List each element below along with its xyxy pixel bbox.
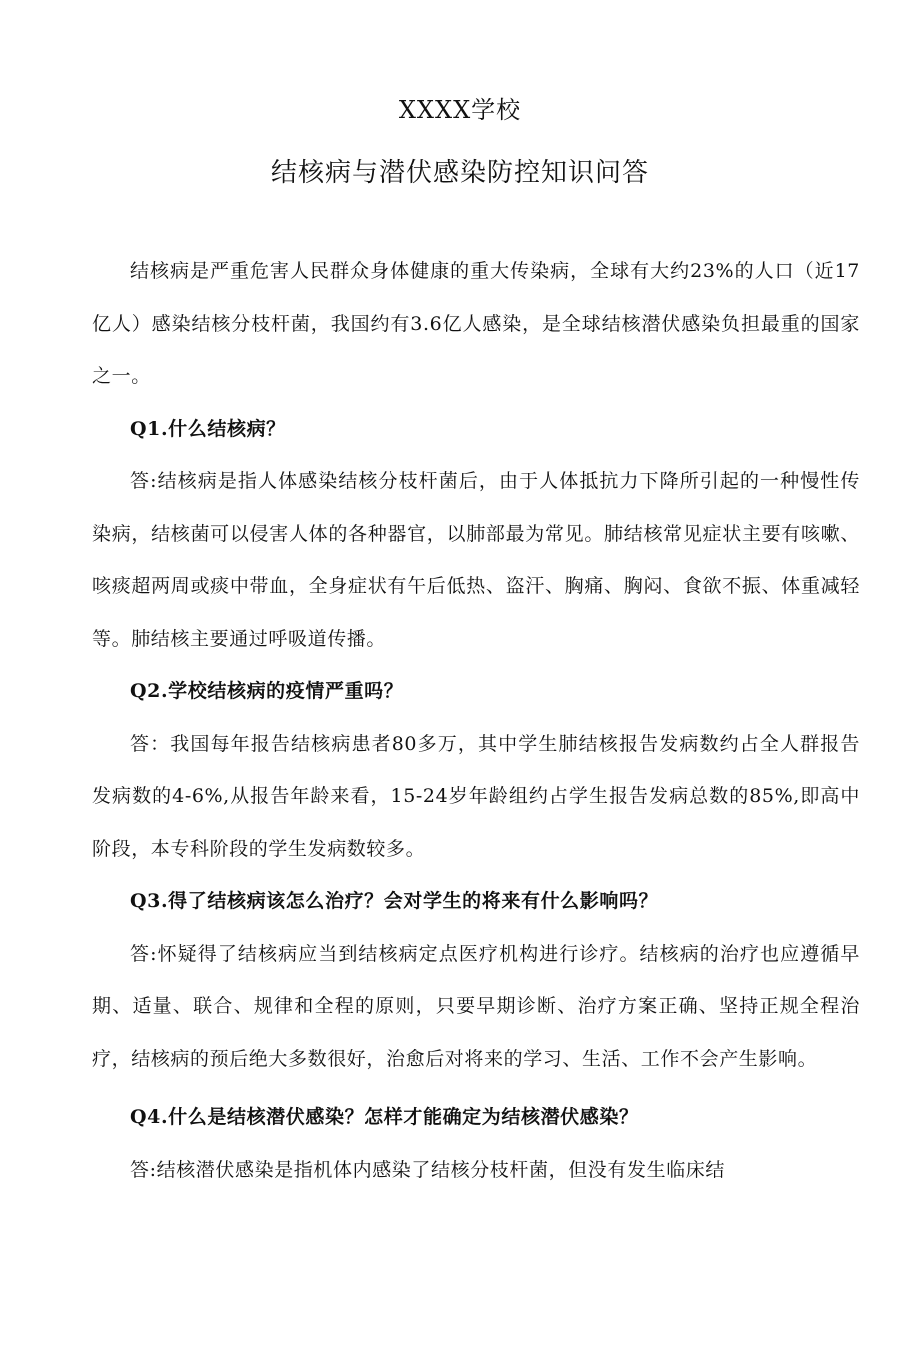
answer-1: 答:结核病是指人体感染结核分枝杆菌后，由于人体抵抗力下降所引起的一种慢性传染病，结核菌可以侵害人体的各种器官，以肺部最为常见。肺结核常见症状主要有咳嗽、咳痰超两周或痰中带血，全身症状有午后低热、盗汗、胸痛、胸闷、食欲不振、体重减轻等。肺结核主要通过呼吸道传播。 — [92, 470, 860, 650]
answer-3: 答:怀疑得了结核病应当到结核病定点医疗机构进行诊疗。结核病的治疗也应遵循早期、适量、联合、规律和全程的原则，只要早期诊断、治疗方案正确、坚持正规全程治疗，结核病的预后绝大多数很好，治愈后对将来的学习、生活、工作不会产生影响。 — [92, 942, 860, 1070]
question-3: Q3.得了结核病该怎么治疗？会对学生的将来有什么影响吗？ — [130, 890, 659, 912]
school-title: XXXX学校 — [398, 96, 522, 124]
document-title: 结核病与潜伏感染防控知识问答 — [270, 158, 649, 188]
question-1: Q1.什么结核病？ — [130, 417, 286, 440]
answer-4: 答:结核潜伏感染是指机体内感染了结核分枝杆菌，但没有发生临床结 — [130, 1158, 726, 1181]
question-4: Q4.什么是结核潜伏感染？怎样才能确定为结核潜伏感染？ — [130, 1106, 639, 1128]
intro-paragraph: 结核病是严重危害人民群众身体健康的重大传染病，全球有大约23%的人口（近17亿人）感染结核分枝杆菌，我国约有3.6亿人感染，是全球结核潜伏感染负担最重的国家之一。 — [92, 260, 860, 387]
question-2: Q2.学校结核病的疫情严重吗？ — [130, 680, 404, 702]
answer-2: 答：我国每年报告结核病患者80多万，其中学生肺结核报告发病数约占全人群报告发病数的4-6%,从报告年龄来看，15-24岁年龄组约占学生报告发病总数的85%,即高中阶段，本专科阶段的学生发病数较多。 — [92, 732, 860, 860]
document-body — [92, 245, 860, 1196]
